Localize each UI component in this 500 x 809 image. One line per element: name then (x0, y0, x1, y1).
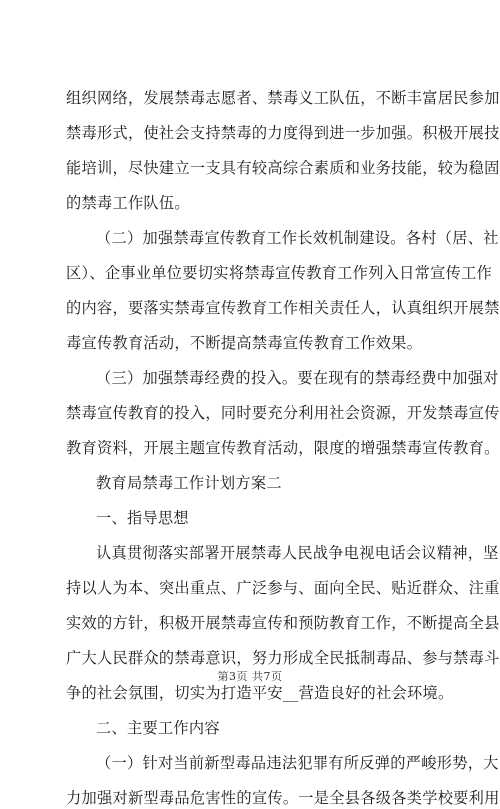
heading-main-work: 二、主要工作内容 (96, 719, 220, 737)
paragraph-line: 毒宣传教育活动，不断提高禁毒宣传教育工作效果。 (66, 334, 423, 352)
paragraph-line: （一）针对当前新型毒品违法犯罪有所反弹的严峻形势，大 (96, 754, 499, 772)
paragraph-line: 持以人为本、突出重点、广泛参与、面向全民、贴近群众、注重 (66, 579, 500, 597)
section-2-line: （二）加强禁毒宣传教育工作长效机制建设。各村（居、社 (96, 229, 499, 247)
paragraph-line: 的内容，要落实禁毒宣传教育工作相关责任人，认真组织开展禁 (66, 299, 500, 317)
paragraph-line: 的禁毒工作队伍。 (66, 194, 190, 212)
paragraph-line: 禁毒形式，使社会支持禁毒的力度得到进一步加强。积极开展技 (66, 124, 500, 142)
paragraph-line: 争的社会氛围，切实为打造平安__营造良好的社会环境。 (66, 684, 454, 702)
page-number-footer: 第3页 共7页 (217, 670, 283, 683)
paragraph-line: 能培训，尽快建立一支具有较高综合素质和业务技能，较为稳固 (66, 159, 500, 177)
paragraph-line: 区）、企事业单位要切实将禁毒宣传教育工作列入日常宣传工作 (66, 264, 493, 282)
paragraph-line: 教育资料，开展主题宣传教育活动，限度的增强禁毒宣传教育。 (66, 439, 500, 457)
section-3-line: （三）加强禁毒经费的投入。要在现有的禁毒经费中加强对 (96, 369, 499, 387)
paragraph-line: 认真贯彻落实部署开展禁毒人民战争电视电话会议精神，坚 (96, 544, 499, 562)
document-body (66, 88, 500, 809)
heading-guiding-ideology: 一、指导思想 (96, 509, 189, 527)
paragraph-line: 禁毒宣传教育的投入，同时要充分利用社会资源，开发禁毒宣传 (66, 404, 500, 422)
paragraph-line: 力加强对新型毒品危害性的宣传。一是全县各级各类学校要利用 (66, 789, 500, 807)
paragraph-line: 组织网络，发展禁毒志愿者、禁毒义工队伍，不断丰富居民参加 (66, 89, 500, 107)
paragraph-line: 实效的方针，积极开展禁毒宣传和预防教育工作，不断提高全县 (66, 614, 500, 632)
paragraph-line: 广大人民群众的禁毒意识，努力形成全民抵制毒品、参与禁毒斗 (66, 649, 500, 667)
plan-title: 教育局禁毒工作计划方案二 (96, 474, 282, 492)
